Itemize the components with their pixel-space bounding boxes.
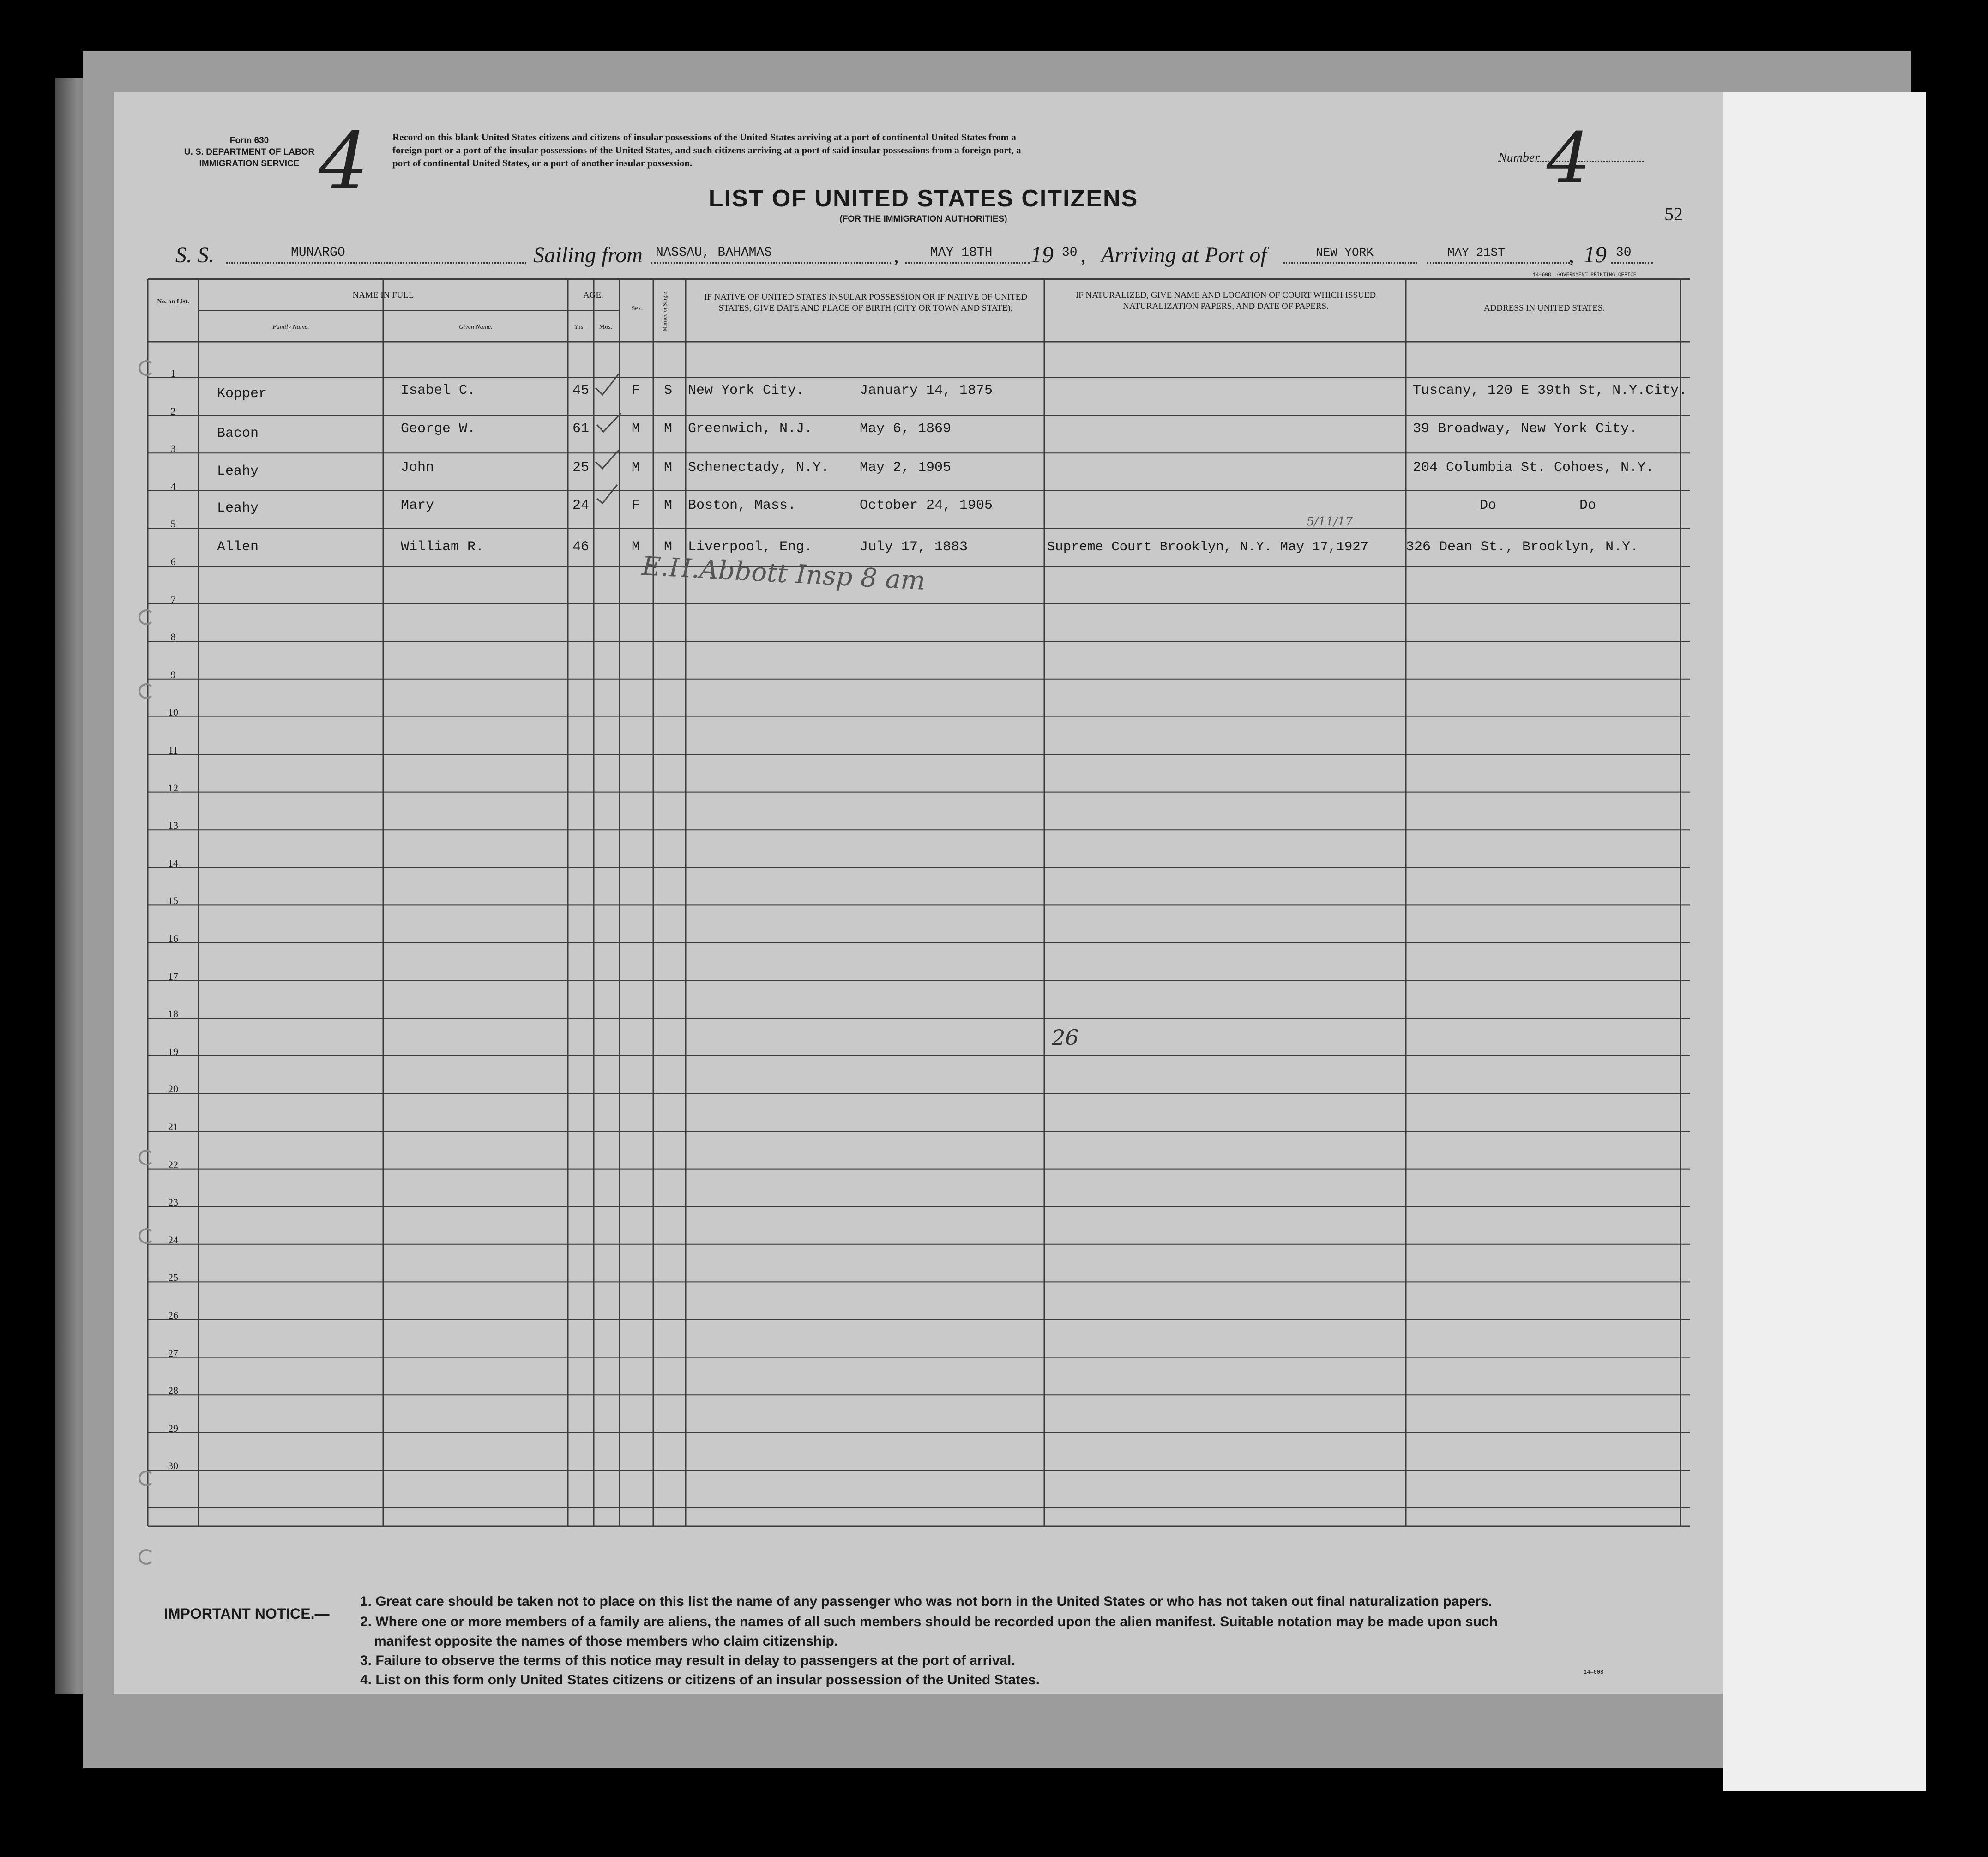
row-number: 12 (168, 782, 178, 794)
row-number: 16 (168, 933, 178, 944)
age-cell: 46 (572, 539, 590, 555)
header-naturalization: IF NATURALIZED, GIVE NAME AND LOCATION OF COURT WHICH ISSUED NATURALIZATION PAPERS, AND DATE OF PAPERS. (1075, 290, 1376, 311)
address-cell: 326 Dean St., Brooklyn, N.Y. (1406, 539, 1639, 555)
check-marks (593, 369, 635, 522)
family-name-cell: Allen (217, 539, 259, 555)
given-name-cell: Mary (401, 498, 434, 513)
sex-cell: M (632, 539, 640, 555)
inspector-note: E.H.Abbott Insp 8 am (641, 551, 926, 597)
given-name-cell: William R. (401, 539, 484, 555)
punch-hole-icon (139, 609, 154, 625)
address-cell: Do Do (1480, 498, 1596, 513)
check-mark-icon (596, 450, 619, 469)
birth-date-cell: January 14, 1875 (860, 383, 993, 398)
row-number: 1 (170, 368, 176, 379)
status-cell: M (664, 498, 673, 513)
age-cell: 45 (572, 383, 590, 398)
check-mark-icon (596, 374, 619, 395)
birth-place-cell: New York City. (688, 383, 805, 398)
department-name: U. S. DEPARTMENT OF LABOR (184, 147, 315, 157)
comma-2: , (1080, 243, 1086, 267)
row-number: 29 (168, 1422, 178, 1434)
comma-1: , (893, 243, 899, 267)
row-number: 14 (168, 857, 178, 869)
arrival-year-prefix: 19 (1584, 241, 1607, 267)
status-cell: S (664, 383, 673, 398)
row-number: 20 (168, 1083, 178, 1095)
row-number: 7 (170, 593, 176, 605)
sex-cell: F (632, 383, 640, 398)
notice-item-2-continued: manifest opposite the names of those members who claim citizenship. (374, 1634, 838, 1649)
handwritten-list-mark: 4 (319, 116, 369, 207)
punch-hole-icon (139, 683, 154, 699)
sailing-year-prefix: 19 (1030, 241, 1054, 267)
status-cell: M (664, 539, 673, 555)
notice-item-1: 1. Great care should be taken not to place on this list the name of any passenger who was not born in the United States or who has not taken out final naturalization papers. (360, 1594, 1493, 1609)
list-number: 4 (1547, 118, 1591, 199)
header-family-name: Family Name. (272, 324, 309, 331)
form-number: Form 630 (229, 136, 269, 145)
row-number: 22 (168, 1158, 178, 1170)
arriving-label: Arriving at Port of (1101, 243, 1267, 267)
notice-item-4: 4. List on this form only United States citizens or citizens of an insular possession of the United States. (360, 1672, 1040, 1688)
family-name-cell: Bacon (217, 426, 259, 441)
row-number: 15 (168, 895, 178, 907)
address-cell: 39 Broadway, New York City. (1413, 421, 1638, 437)
birth-date-cell: October 24, 1905 (860, 498, 993, 513)
row-number: 18 (168, 1008, 178, 1020)
page-title: LIST OF UNITED STATES CITIZENS (708, 185, 1139, 212)
comma-3: , (1569, 243, 1574, 267)
instruction-line-3: port of continental United States, or a port of another insular possession. (392, 157, 693, 169)
header-age-yrs: Yrs. (574, 324, 585, 331)
age-cell: 25 (572, 460, 590, 476)
family-name-cell: Leahy (217, 500, 259, 516)
row-number: 8 (170, 631, 176, 643)
service-name: IMMIGRATION SERVICE (199, 159, 300, 169)
row-number: 27 (168, 1347, 178, 1359)
ss-label: S. S. (175, 243, 214, 267)
naturalization-cell: Supreme Court Brooklyn, N.Y. May 17,1927 (1047, 539, 1369, 555)
header-name-in-full: NAME IN FULL (352, 290, 414, 300)
row-number: 23 (168, 1196, 178, 1208)
age-cell: 61 (572, 421, 590, 437)
row-number: 3 (170, 443, 176, 455)
number-label: Number (1498, 151, 1540, 165)
sex-cell: M (632, 421, 640, 437)
arrival-year: 30 (1616, 246, 1632, 260)
sailing-from: NASSAU, BAHAMAS (656, 246, 772, 260)
punch-hole-icon (139, 1228, 154, 1244)
address-cell: Tuscany, 120 E 39th St, N.Y.City. (1413, 383, 1687, 398)
birth-place-cell: Greenwich, N.J. (688, 421, 813, 437)
header-given-name: Given Name. (458, 324, 493, 331)
row-number: 10 (168, 706, 178, 718)
row-number: 26 (168, 1309, 178, 1321)
row-number: 13 (168, 820, 178, 832)
header-sex: Sex. (631, 305, 643, 312)
page-number: 52 (1664, 204, 1683, 224)
row-number: 19 (168, 1045, 178, 1057)
check-mark-icon (597, 485, 617, 503)
sailing-label: Sailing from (533, 243, 643, 267)
row-number: 28 (168, 1385, 178, 1397)
row-number: 21 (168, 1121, 178, 1133)
notice-item-2: 2. Where one or more members of a family are aliens, the names of all such members should be recorded upon the alien manifest. Suitable notation may be made upon such (360, 1614, 1498, 1629)
row-number: 5 (170, 518, 176, 530)
date-correction-note: 5/11/17 (1307, 515, 1353, 529)
sex-cell: M (632, 460, 640, 476)
birth-date-cell: July 17, 1883 (860, 539, 968, 555)
header-no-on-list: No. on List. (157, 298, 189, 305)
row-number: 17 (168, 970, 178, 982)
arrival-date: MAY 21ST (1447, 246, 1505, 259)
sailing-date: MAY 18TH (930, 246, 993, 260)
status-cell: M (664, 421, 673, 437)
vessel-name: MUNARGO (291, 246, 345, 260)
arriving-port: NEW YORK (1316, 246, 1374, 259)
row-number: 9 (170, 669, 176, 681)
row-number: 25 (168, 1272, 178, 1284)
header-address: ADDRESS IN UNITED STATES. (1483, 303, 1605, 313)
given-name-cell: John (401, 460, 434, 476)
check-mark-icon (597, 413, 621, 432)
instruction-line-1: Record on this blank United States citizens and citizens of insular possessions of the United States arriving at a port of continental United States from a (392, 132, 1016, 143)
family-name-cell: Kopper (217, 386, 267, 402)
bottom-form-code: 14—608 (1584, 1669, 1604, 1676)
given-name-cell: Isabel C. (401, 383, 476, 398)
row-number: 24 (168, 1234, 178, 1246)
row-number: 6 (170, 556, 176, 567)
sailing-year: 30 (1062, 246, 1078, 260)
row-number: 4 (170, 480, 176, 492)
punch-hole-icon (139, 360, 154, 376)
header-married-single: Married or Single. (661, 290, 668, 332)
header-birth: IF NATIVE OF UNITED STATES INSULAR POSSESSION OR IF NATIVE OF UNITED STATES, GIVE DATE AND PLACE OF BIRTH (CITY OR TOWN AND STATE). (704, 292, 1027, 313)
notice-item-3: 3. Failure to observe the terms of this notice may result in delay to passengers at the port of arrival. (360, 1653, 1015, 1668)
birth-place-cell: Boston, Mass. (688, 498, 796, 513)
printer-imprint: GOVERNMENT PRINTING OFFICE (1557, 272, 1637, 278)
header-age: AGE. (583, 290, 603, 300)
address-cell: 204 Columbia St. Cohoes, N.Y. (1413, 460, 1654, 476)
age-cell: 24 (572, 498, 590, 513)
birth-place-cell: Liverpool, Eng. (688, 539, 813, 555)
margin-number: 26 (1052, 1025, 1079, 1050)
given-name-cell: George W. (401, 421, 476, 437)
row-number: 2 (170, 405, 176, 417)
sex-cell: F (632, 498, 640, 513)
birth-place-cell: Schenectady, N.Y. (688, 460, 830, 476)
family-name-cell: Leahy (217, 464, 259, 479)
status-cell: M (664, 460, 673, 476)
birth-date-cell: May 6, 1869 (860, 421, 952, 437)
instruction-line-2: foreign port or a port of the insular possessions of the United States, and such citizens arriving at a port of said insular possessions from a foreign port, a (392, 145, 1021, 156)
punch-hole-icon (139, 1471, 154, 1486)
punch-hole-icon (139, 1150, 154, 1165)
row-number: 30 (168, 1460, 178, 1472)
page-subtitle: (FOR THE IMMIGRATION AUTHORITIES) (839, 214, 1007, 224)
punch-hole-icon (139, 1549, 154, 1565)
printer-code-text: 14—608 (1533, 272, 1551, 278)
row-number: 11 (168, 744, 178, 756)
header-age-mos: Mos. (599, 324, 613, 331)
birth-date-cell: May 2, 1905 (860, 460, 952, 476)
notice-label: IMPORTANT NOTICE.— (164, 1605, 330, 1622)
